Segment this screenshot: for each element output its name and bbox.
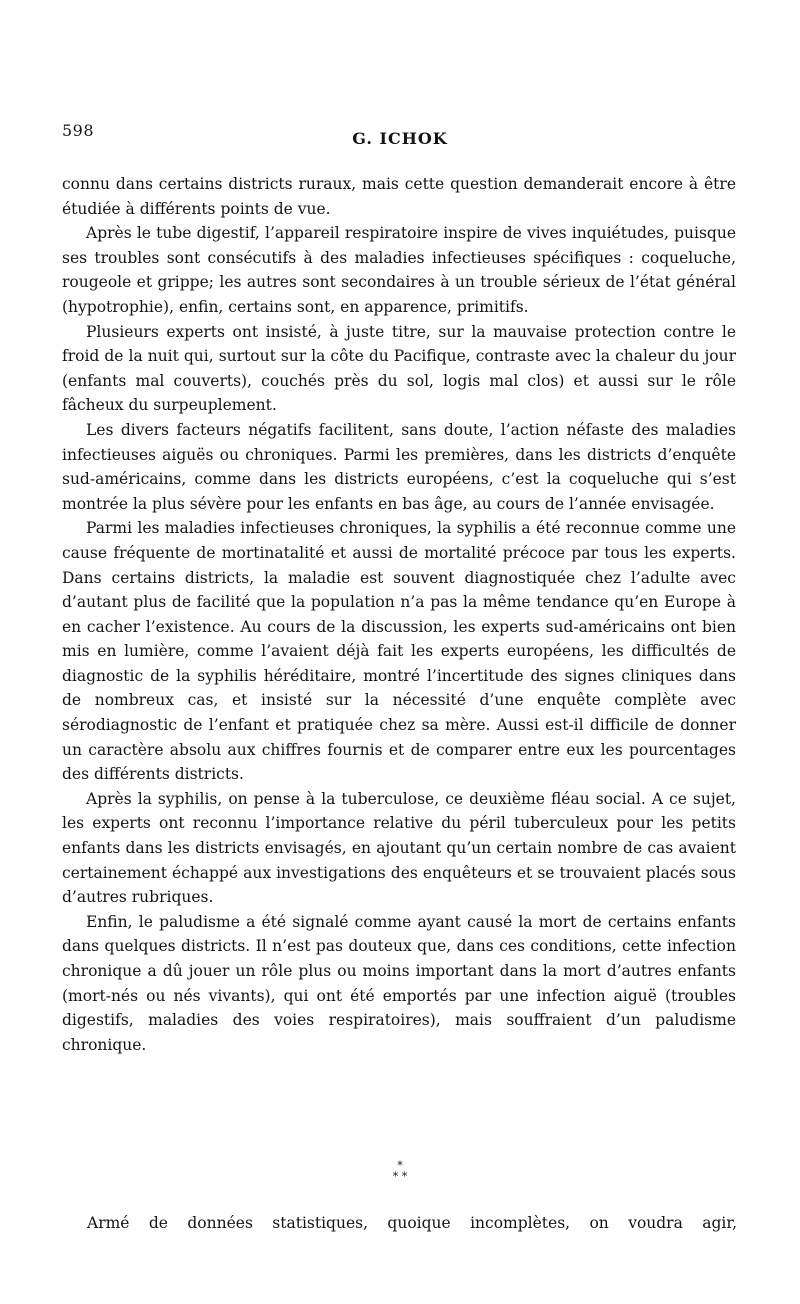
paragraph-syphilis: Parmi les maladies infectieuses chroniques, la syphilis a été reconnue comme une cause fréquente de mortinatalité et aussi de mortalité précoce par tous les experts. Dans certains districts, la maladie est souvent diagnostiquée chez l’adulte avec d’autant plus de facilité que la population n’a pas la même tendance qu’en Europe à en cacher l’existence. Au cours de la discussion, les experts sud-américains ont bien mis en lumière, comme l’avaient déjà fait les experts européens, les difficultés de diagnostic de la syphilis héréditaire, montré l’incertitude des signes cliniques dans de nombreux cas, et insisté sur la nécessité d’une enquête complète avec sérodiagnostic de l’enfant et pratiquée chez sa mère. Aussi est-il difficile de donner un caractère absolu aux chiffres fournis et de comparer entre eux les pourcentages des différents districts. [62,519,736,784]
asterism-separator [0,1160,800,1182]
asterism-top: * [397,1159,403,1172]
final-line: Armé de données statistiques, quoique incomplètes, on voudra agir, [87,1214,737,1232]
running-head: G. ICHOK [352,129,448,148]
paragraph-infectious-diseases: Les divers facteurs négatifs facilitent, sans doute, l’action néfaste des maladies infectieuses aiguës ou chroniques. Parmi les premières, dans les districts d’enquête sud-américains, comme dans les districts européens, c’est la coqueluche qui s’est montrée la plus sévère pour les enfants en bas âge, au cours de l’année envisagée. [62,420,736,513]
paragraph-respiratory: Après le tube digestif, l’appareil respiratoire inspire de vives inquiétudes, puisque ses troubles sont consécutifs à des maladies infectieuses spécifiques : coqueluche, rougeole et grippe; les autres sont secondaires à un trouble sérieux de l’état général (hypotrophie), enfin, certains sont, en apparence, primitifs. [62,224,736,316]
page-number: 598 [62,121,95,140]
paragraph-tuberculosis: Après la syphilis, on pense à la tuberculose, ce deuxième fléau social. A ce sujet, les experts ont reconnu l’importance relative du péril tuberculeux pour les petits enfants dans les districts envisagés, en ajoutant qu’un certain nombre de cas avaient certainement échappé aux investigations des enquêteurs et se trouvaient placés sous d’autres rubriques. [62,789,736,907]
paragraph-cold-protection: Plusieurs experts ont insisté, à juste titre, sur la mauvaise protection contre le froid de la nuit qui, surtout sur la côte du Pacifique, contraste avec la chaleur du jour (enfants mal couverts), couchés près du sol, logis mal clos) et aussi sur le rôle fâcheux du surpeuplement. [62,322,736,415]
paragraph-continuation: connu dans certains districts ruraux, mais cette question demanderait encore à être étudiée à différents points de vue. [62,175,736,218]
paragraph-malaria: Enfin, le paludisme a été signalé comme ayant causé la mort de certains enfants dans quelques districts. Il n’est pas douteux que, dans ces conditions, cette infection chronique a dû jouer un rôle plus ou moins important dans la mort d’autres enfants (mort-nés ou nés vivants), qui ont été emportés par une infection aiguë (troubles digestifs, maladies des voies respiratoires), mais souffraient d’un paludisme chronique. [62,912,736,1054]
body-text [62,172,736,1057]
asterism-bottom: * * [392,1170,408,1183]
